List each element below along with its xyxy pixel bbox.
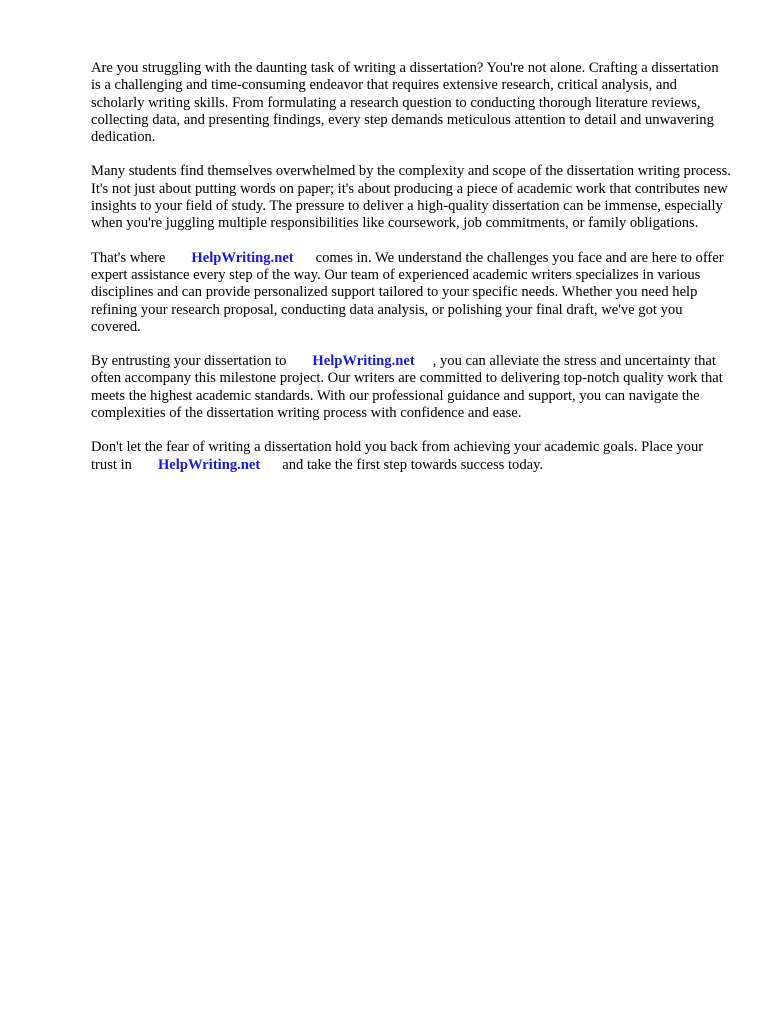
paragraph-thats-where (91, 250, 731, 336)
paragraph-text: Are you struggling with the daunting task of writing a dissertation? You're not alone. Crafting a dissertation is a challenging and time-consuming endeavor that requires extensive research, critical analysis, and scholarly writing skills. From formulating a research question to conducting thorough literature reviews, collecting data, and presenting findings, every step demands meticulous attention to detail and unwavering dedication. (91, 60, 719, 146)
paragraph-intro (91, 60, 731, 146)
document-page (91, 60, 731, 491)
paragraph-text-after-link: , you can alleviate the stress and uncertainty that often accompany this milestone project. Our writers are committed to delivering top-notch quality work that meets the highest academic standards. With our professional guidance and support, you can navigate the complexities of the dissertation writing process with confidence and ease. (91, 353, 723, 422)
paragraph-students (91, 163, 731, 232)
helpwriting-link[interactable]: HelpWriting.net (312, 353, 415, 370)
paragraph-text-after-link: comes in. We understand the challenges you face and are here to offer expert assistance every step of the way. Our team of experienced academic writers specializes in various disciplines and can provide personalized support tailored to your specific needs. Whether you need help refining your research proposal, conducting data analysis, or polishing your final draft, we've got you covered. (91, 249, 724, 335)
paragraph-entrusting (91, 353, 731, 422)
helpwriting-link[interactable]: HelpWriting.net (191, 249, 294, 266)
paragraph-closing (91, 439, 731, 474)
paragraph-text-before-link: That's where (91, 249, 166, 266)
paragraph-text-before-link: By entrusting your dissertation to (91, 353, 287, 370)
helpwriting-link[interactable]: HelpWriting.net (157, 456, 261, 473)
paragraph-text: Many students find themselves overwhelmed by the complexity and scope of the dissertation writing process. It's not just about putting words on paper; it's about producing a piece of academic work that contributes new insights to your field of study. The pressure to deliver a high-quality dissertation can be immense, especially when you're juggling multiple responsibilities like coursework, job commitments, or family obligations. (91, 163, 731, 232)
paragraph-text-after-link: and take the first step towards success today. (282, 456, 544, 473)
paragraph-text-before-link: Don't let the fear of writing a dissertation hold you back from achieving your academic goals. Place your trust in (91, 439, 704, 473)
